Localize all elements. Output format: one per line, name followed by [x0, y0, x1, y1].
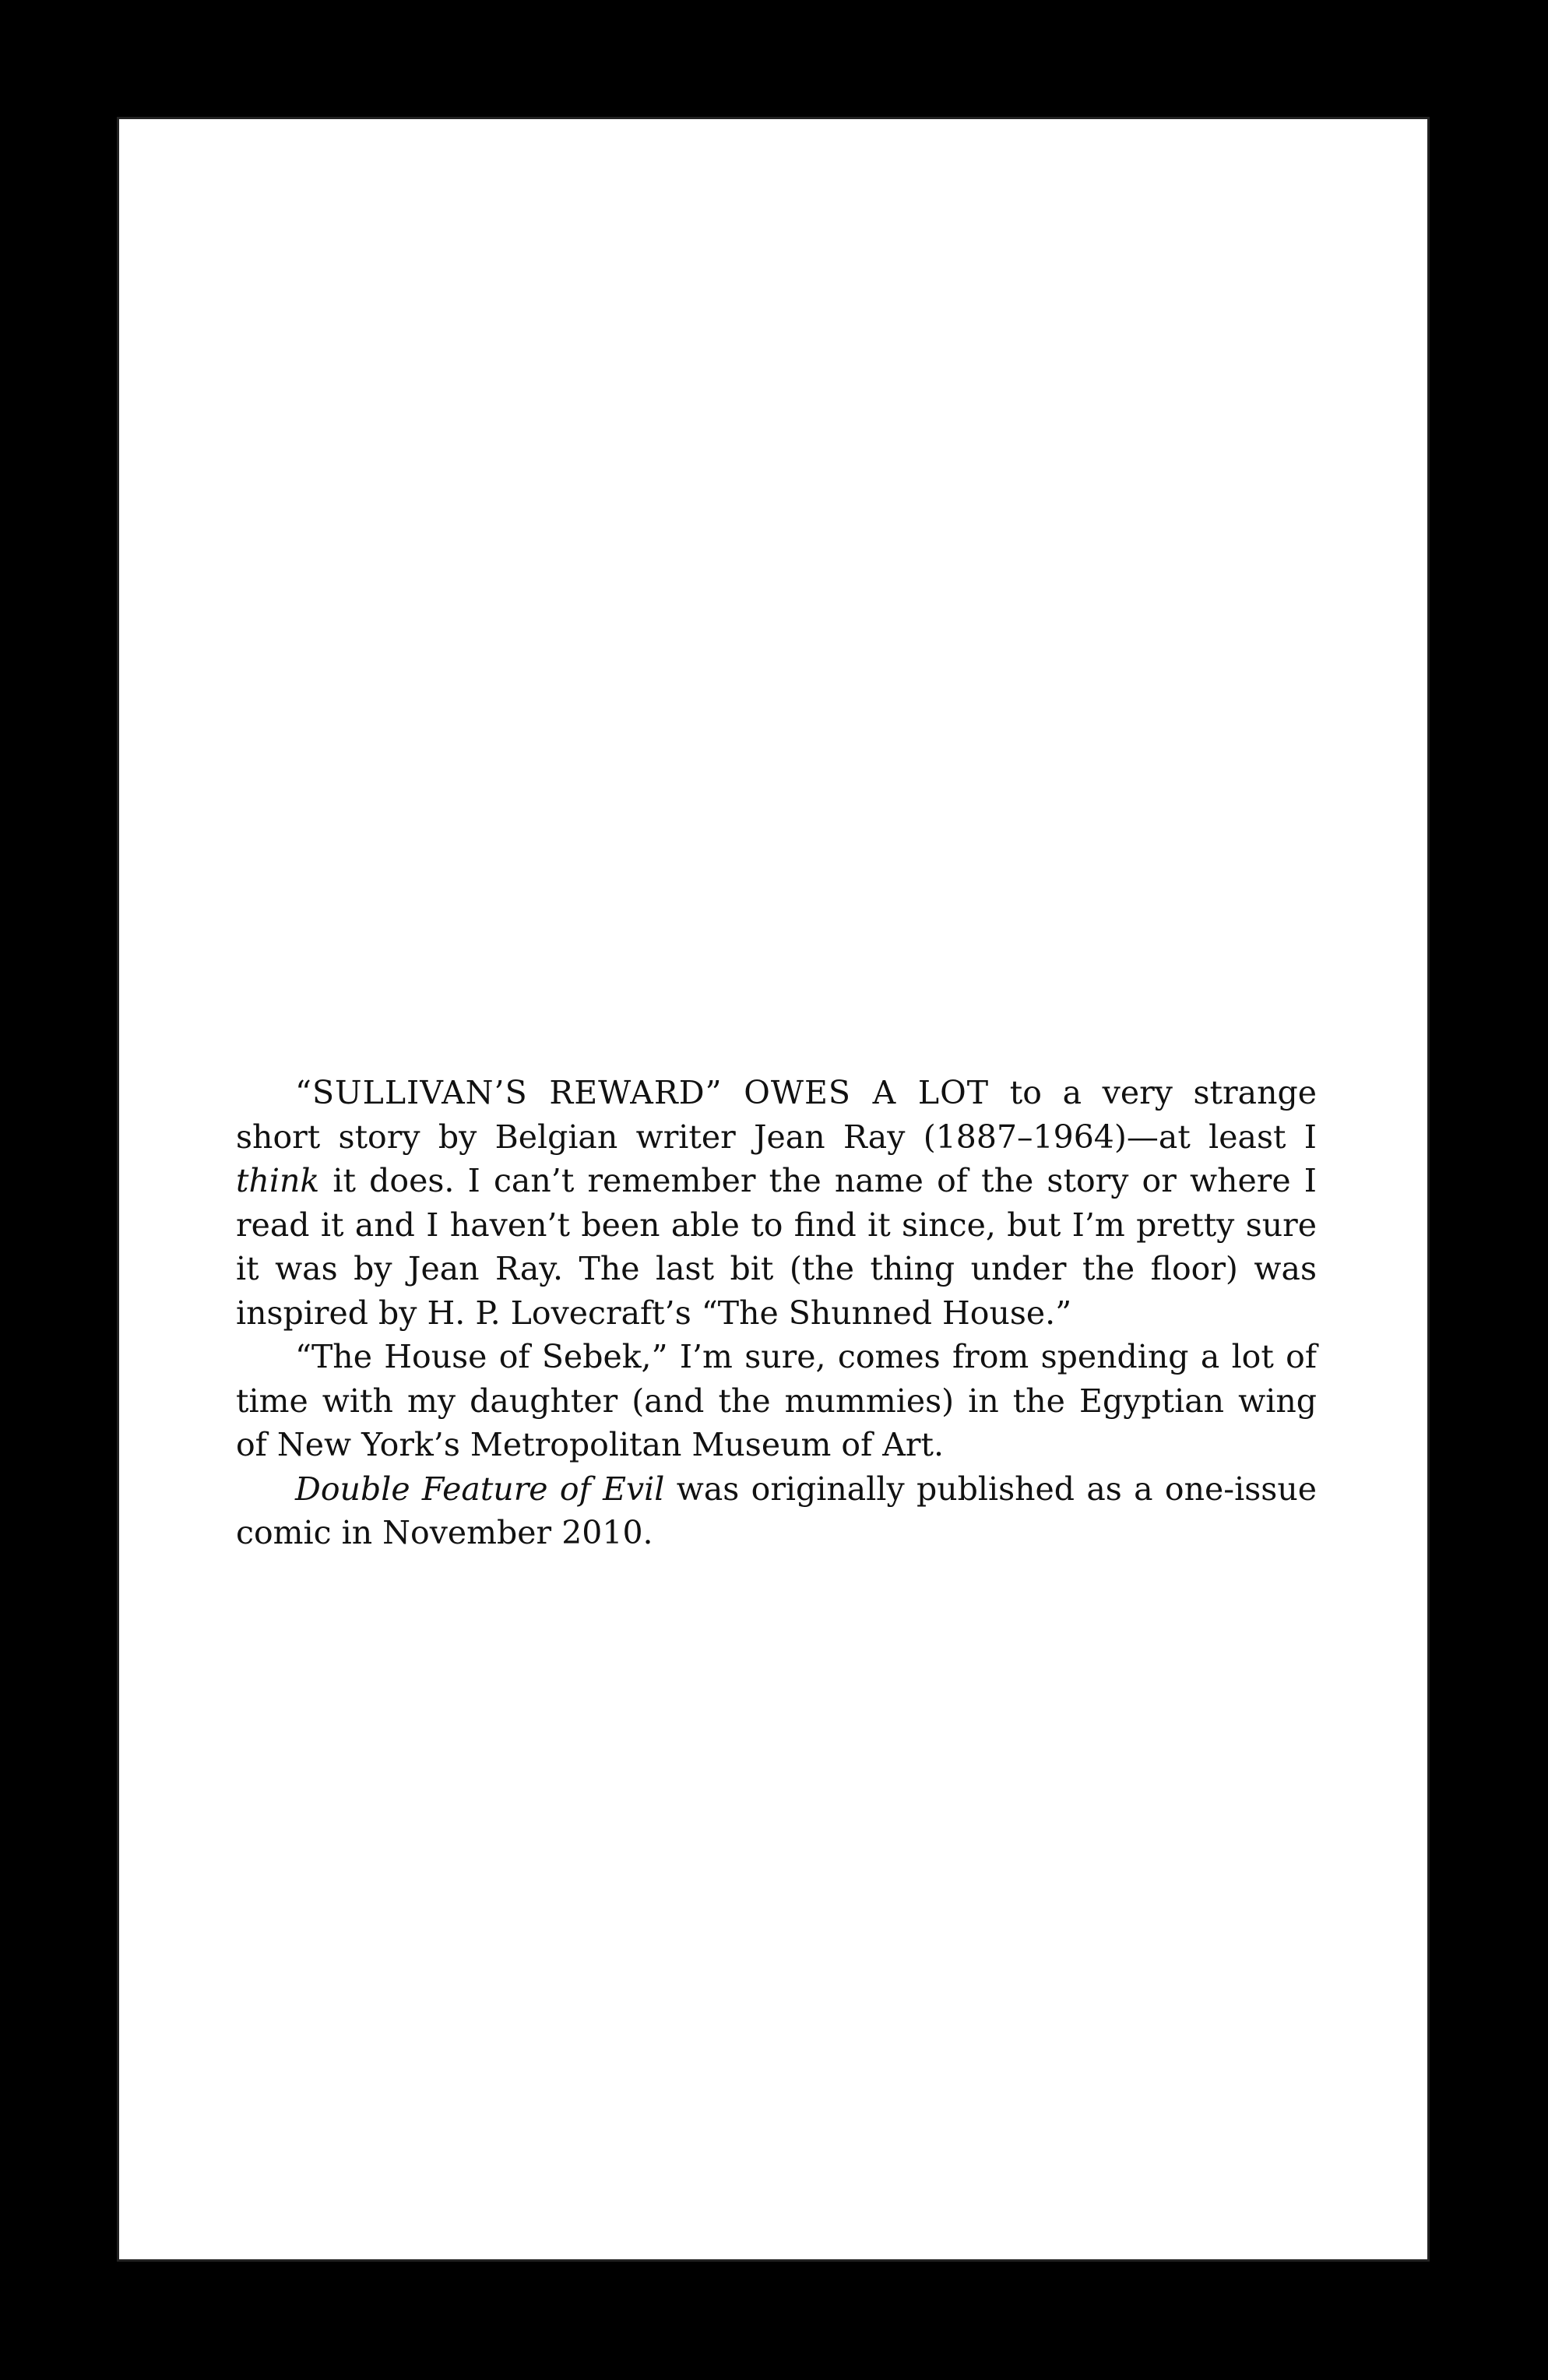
book-page: [117, 117, 1430, 2262]
paragraph-house-of-sebek: [236, 1335, 1317, 1467]
paragraph-text: “The House of Sebek,” I’m sure, comes from spending a lot of time with my daughter (and the mummies) in the Egyptian wing of New York’s Metropolitan Museum of Art.: [236, 1338, 1317, 1463]
paragraph-sullivans-reward: [236, 1071, 1317, 1335]
emphasis-text: think: [236, 1162, 320, 1199]
paragraph-text: it does. I can’t remember the name of the story or where I read it and I haven’t been able to find it since, but I’m pretty sure it was by Jean Ray. The last bit (the thing under the floor) was inspired by H. P. Lovecraft’s “The Shunned House.”: [236, 1162, 1317, 1332]
paragraph-publication-note: [236, 1467, 1317, 1555]
paragraph-text: was originally published as a one-issue comic in November 2010.: [236, 1470, 1317, 1551]
book-title: Double Feature of Evil: [295, 1470, 665, 1508]
afterword-text: [236, 1071, 1317, 1555]
paragraph-text: to a very strange short story by Belgian writer Jean Ray (1887–1964)—at least I: [236, 1074, 1317, 1156]
story-title-lead: “SULLIVAN’S REWARD” OWES A LOT: [295, 1074, 990, 1111]
